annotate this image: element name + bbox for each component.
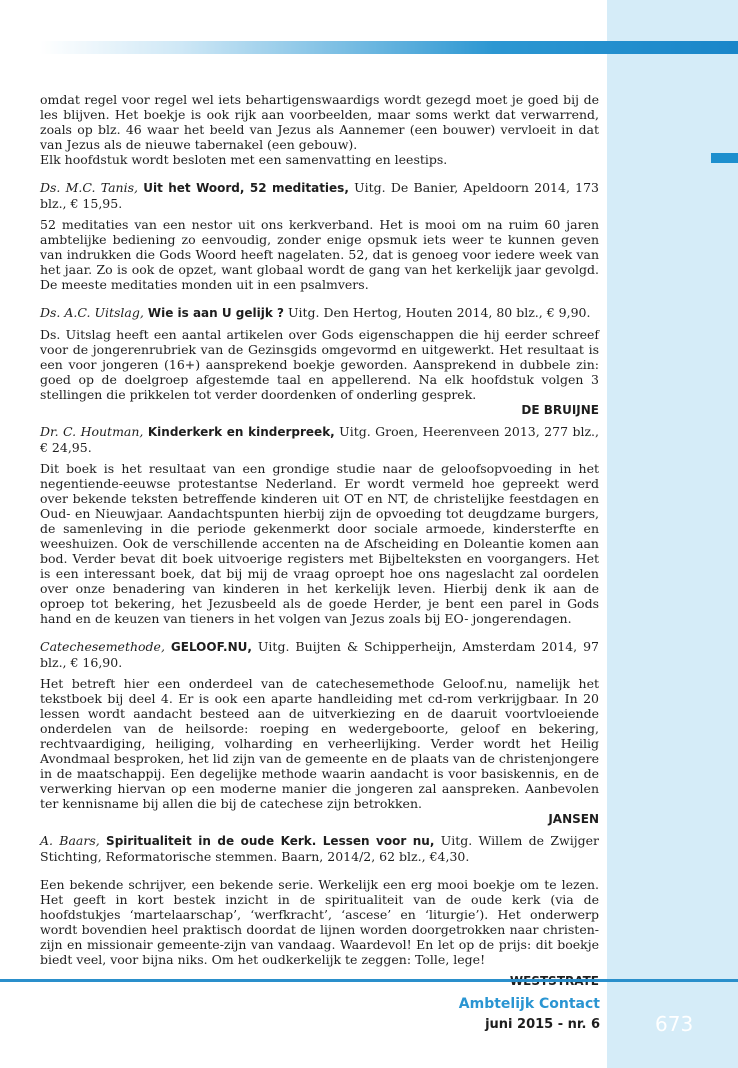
- book-author: Dr. C. Houtman,: [40, 424, 144, 439]
- book-author: Ds. A.C. Uitslag,: [40, 305, 144, 320]
- book-entry-uitslag: [40, 305, 599, 321]
- book-publisher: Uitg. De Banier, Apeldoorn 2014, 173 blz., € 15,95.: [40, 180, 599, 211]
- book-title: Kinderkerk en kinderpreek,: [147, 425, 335, 439]
- intro-paragraph: omdat regel voor regel wel iets behartigenswaardigs wordt gezegd moet je goed bij de les blijven. Het boekje is ook rijk aan voorbeelden, maar soms werkt dat verwarrend, zoals op blz. 46 waar het beeld van Jezus als Aannemer (een bouwer) vervloeit in dat van Jezus als de nieuwe tabernakel (een gebouw).: [40, 92, 599, 152]
- book-title: Spiritualiteit in de oude Kerk. Lessen voor nu,: [106, 834, 435, 848]
- page-number: 673: [655, 1012, 694, 1036]
- book-entry-tanis: [40, 180, 599, 211]
- book-publisher: Uitg. Den Hertog, Houten 2014, 80 blz., € 9,90.: [283, 305, 591, 320]
- header-gradient-bar: [40, 41, 738, 54]
- book-title: GELOOF.NU,: [170, 640, 252, 654]
- magazine-title: Ambtelijk Contact: [458, 996, 600, 1012]
- margin-tab-marker: [711, 153, 738, 163]
- book-entry-baars: [40, 833, 599, 864]
- book-publisher: Uitg. Willem de Zwijger Stichting, Reformatorische stemmen. Baarn, 2014/2, 62 blz., €4,30.: [40, 833, 599, 864]
- book-entry-geloofnu: [40, 639, 599, 670]
- review-body: Dit boek is het resultaat van een grondige studie naar de geloofsopvoeding in het negentiende-eeuwse protestantse Nederland. Er wordt vermeld hoe gepreekt werd over bekende teksten betreffende kinderen uit OT en NT, de christelijke feestdagen en Oud- en Nieuwjaar. Aandachtspunten hierbij zijn de opvoeding tot deugdzame burgers, de samenleving in die periode gekenmerkt door sociale armoede, kindersterfte en weeshuizen. Ook de verschillende accenten na de Afscheiding en Doleantie komen aan bod. Verder bevat dit boek uitvoerige registers met Bijbelteksten en voorgangers. Het is een interessant boek, dat bij mij de vraag oproept hoe ons nageslacht zal oordelen over onze benadering van kinderen in het kerkelijk leven. Hierbij denk ik aan de oproep tot bekering, het Jezusbeeld als de goede Herder, je bent een parel in Gods hand en de keuzen van tieners in het volgen van Jezus zoals bij EO- jongerendagen.: [40, 461, 599, 626]
- footer-rule: [0, 979, 738, 982]
- book-author: A. Baars,: [40, 833, 100, 848]
- article-body: [40, 92, 599, 989]
- issue-label: juni 2015 - nr. 6: [485, 1017, 600, 1032]
- review-body: Een bekende schrijver, een bekende serie. Werkelijk een erg mooi boekje om te lezen. Het geeft in kort bestek inzicht in de spiritualiteit van de oude kerk (via de hoofdstukjes ‘martelaarschap’, ‘werfkracht’, ‘ascese’ en ‘liturgie’). Het onderwerp wordt bovendien heel praktisch doordat de lijnen worden doorgetrokken naar christen-zijn en missionair gemeente-zijn van vandaag. Waardevol! En let op de prijs: dit boekje biedt veel, voor bijna niks. Om het oudkerkelijk te zeggen: Tolle, lege!: [40, 877, 599, 967]
- review-body: Ds. Uitslag heeft een aantal artikelen over Gods eigenschappen die hij eerder schreef voor de jongerenrubriek van de Gezinsgids omgevormd en uitgewerkt. Het resultaat is een voor jongeren (16+) aansprekend boekje geworden. Aansprekend in dubbele zin: goed op de doelgroep afgestemde taal en appellerend. Na elk hoofdstuk volgen 3 stellingen die prikkelen tot verder doordenken of onderling gesprek.: [40, 327, 599, 402]
- book-entry-houtman: [40, 424, 599, 455]
- book-publisher: Uitg. Groen, Heerenveen 2013, 277 blz., € 24,95.: [40, 424, 600, 455]
- reviewer-signature: DE BRUIJNE: [521, 403, 599, 417]
- book-publisher: Uitg. Buijten & Schipperheijn, Amsterdam 2014, 97 blz., € 16,90.: [40, 639, 599, 670]
- reviewer-signature: JANSEN: [548, 812, 599, 826]
- book-author: Ds. M.C. Tanis,: [40, 180, 138, 195]
- book-title: Uit het Woord, 52 meditaties,: [143, 181, 349, 195]
- review-body: 52 meditaties van een nestor uit ons kerkverband. Het is mooi om na ruim 60 jaren ambtelijke bediening zo eenvoudig, zonder enige opsmuk iets weer te kunnen geven van indrukken die Gods Woord heeft nagelaten. 52, dat is genoeg voor iedere week van het jaar. Zo is ook de opzet, want globaal wordt de gang van het kerkelijk jaar gevolgd. De meeste meditaties monden uit in een psalmvers.: [40, 217, 599, 292]
- book-title: Wie is aan U gelijk ?: [147, 306, 284, 320]
- intro-closing: Elk hoofdstuk wordt besloten met een samenvatting en leestips.: [40, 152, 448, 167]
- review-body: Het betreft hier een onderdeel van de catechesemethode Geloof.nu, namelijk het tekstboek bij deel 4. Er is ook een aparte handleiding met cd-rom verkrijgbaar. In 20 lessen wordt aandacht besteed aan de uitverkiezing en de daaruit voortvloeiende onderdelen van de heilsorde: roeping en wedergeboorte, geloof en bekering, rechtvaardiging, heiliging, volharding en verheerlijking. Verder wordt het Heilig Avondmaal besproken, het lid zijn van de gemeente en de plaats van de christenjongere in de maatschappij. Een degelijke methode waarin aandacht is voor basiskennis, en de verwerking hiervan op een moderne manier die jongeren zal aanspreken. Aanbevolen ter kennisname bij allen die bij de catechese zijn betrokken.: [40, 676, 599, 811]
- book-author: Catechesemethode,: [40, 639, 165, 654]
